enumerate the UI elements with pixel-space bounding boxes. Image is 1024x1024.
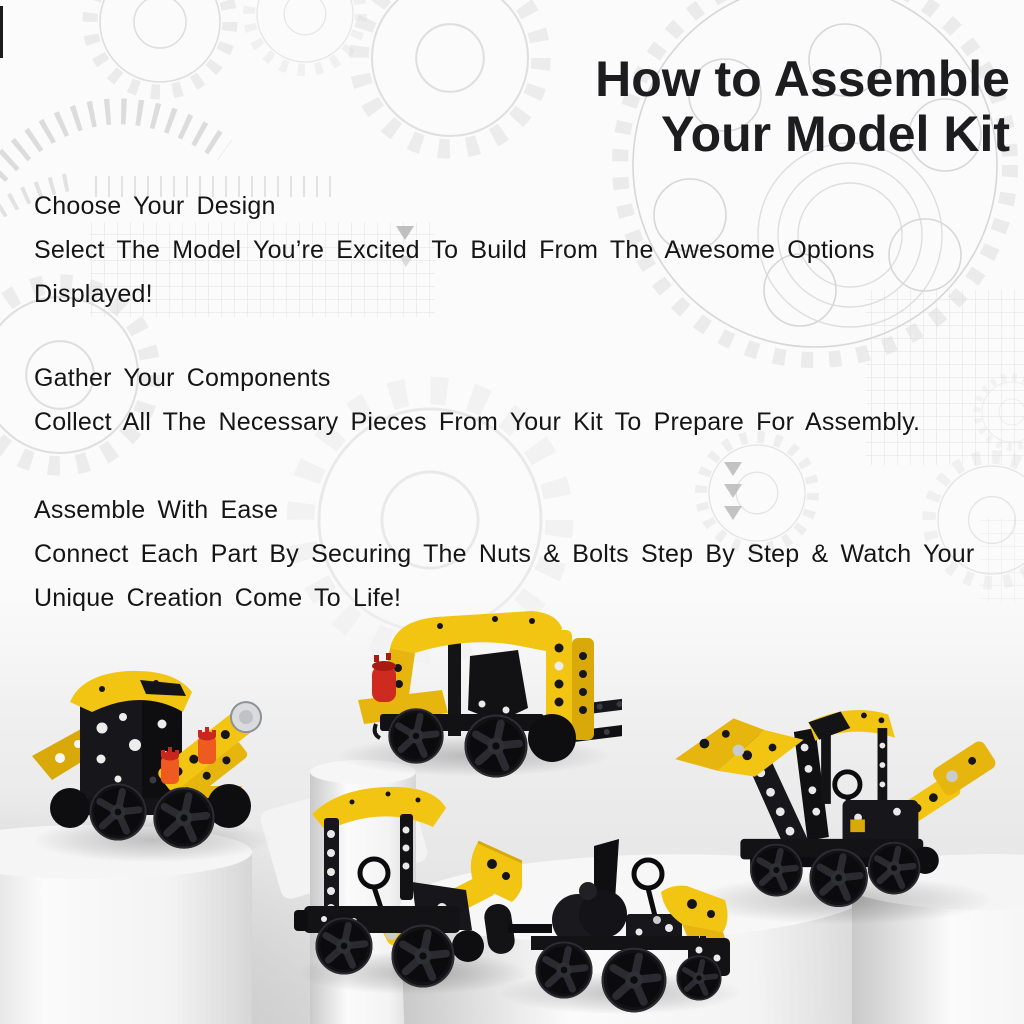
step-heading: Assemble With Ease xyxy=(34,496,279,524)
title-line-1: How to Assemble xyxy=(595,51,1010,107)
forklift-model-image xyxy=(320,608,622,780)
assembly-step-3 xyxy=(34,488,974,620)
step-body-line: Unique Creation Come To Life! xyxy=(34,584,402,612)
assembly-step-2 xyxy=(34,356,920,444)
step-body-line: Connect Each Part By Securing The Nuts & Bolts Step By Step & Watch Your xyxy=(34,540,975,568)
step-body-line: Displayed! xyxy=(34,280,153,308)
edge-mark xyxy=(0,6,3,58)
step-body-line: Collect All The Necessary Pieces From Your Kit To Prepare For Assembly. xyxy=(34,408,921,436)
page-title xyxy=(595,52,1010,162)
step-heading: Gather Your Components xyxy=(34,364,331,392)
step-heading: Choose Your Design xyxy=(34,192,276,220)
assembly-step-1 xyxy=(34,184,875,316)
title-line-2: Your Model Kit xyxy=(660,106,1010,162)
roller-tractor-model-image xyxy=(476,828,734,1020)
step-body-line: Select The Model You’re Excited To Build From The Awesome Options xyxy=(34,236,875,264)
crane-truck-model-image xyxy=(22,658,280,853)
